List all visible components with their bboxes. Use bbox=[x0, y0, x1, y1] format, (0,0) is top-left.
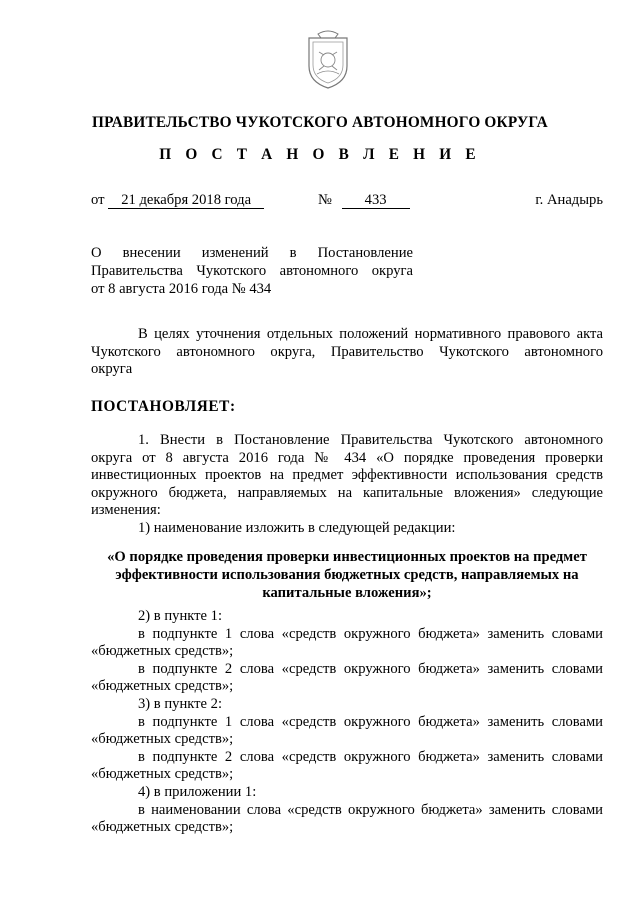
date-block bbox=[91, 192, 264, 209]
coat-of-arms-emblem bbox=[305, 28, 351, 90]
item-1-line: округа от 8 августа 2016 года № 434 «О порядке проведения проверки bbox=[91, 449, 603, 466]
organization-title: ПРАВИТЕЛЬСТВО ЧУКОТСКОГО АВТОНОМНОГО ОКРУГА bbox=[92, 114, 548, 131]
document-place: г. Анадырь bbox=[535, 192, 603, 208]
number-block bbox=[318, 192, 410, 209]
item-1-line: инвестиционных проектов на предмет эффективности использования средств bbox=[91, 467, 603, 484]
change-line: «бюджетных средств»; bbox=[91, 643, 234, 660]
change-line: «бюджетных средств»; bbox=[91, 819, 234, 836]
change-line: в подпункте 1 слова «средств окружного бюджета» заменить словами bbox=[138, 625, 603, 642]
item-1-line: 1. Внести в Постановление Правительства Чукотского автономного bbox=[138, 432, 603, 448]
subitem-1-line: 1) наименование изложить в следующей редакции: bbox=[138, 519, 456, 536]
document-subject bbox=[91, 244, 413, 298]
new-document-name bbox=[91, 548, 603, 602]
document-type-title: П О С Т А Н О В Л Е Н И Е bbox=[159, 146, 481, 163]
change-line: 2) в пункте 1: bbox=[138, 608, 223, 624]
change-line: в наименовании слова «средств окружного бюджета» заменить словами bbox=[138, 801, 603, 818]
change-line: 4) в приложении 1: bbox=[138, 783, 257, 800]
number-prefix: № bbox=[318, 192, 332, 208]
change-line: «бюджетных средств»; bbox=[91, 731, 234, 748]
date-prefix: от bbox=[91, 192, 105, 208]
new-name-line: эффективности использования бюджетных средств, направляемых на bbox=[115, 567, 579, 583]
new-name-line: «О порядке проведения проверки инвестиционных проектов на предмет bbox=[107, 549, 587, 565]
subject-line: Правительства Чукотского автономного округа bbox=[91, 263, 413, 279]
subject-line: О внесении изменений в Постановление bbox=[91, 245, 413, 261]
document-number: 433 bbox=[342, 193, 410, 209]
preamble-line: округа bbox=[91, 361, 133, 378]
change-line: «бюджетных средств»; bbox=[91, 678, 234, 695]
subject-line: от 8 августа 2016 года № 434 bbox=[91, 281, 272, 297]
item-1-line: изменения: bbox=[91, 502, 161, 519]
item-1-line: окружного бюджета, направляемых на капитальные вложения» следующие bbox=[91, 484, 603, 501]
new-name-line: капитальные вложения»; bbox=[262, 585, 432, 601]
item-1-paragraph bbox=[91, 432, 603, 538]
document-date: 21 декабря 2018 года bbox=[108, 193, 264, 209]
change-line: в подпункте 1 слова «средств окружного бюджета» заменить словами bbox=[138, 713, 603, 730]
decree-heading: ПОСТАНОВЛЯЕТ: bbox=[91, 398, 236, 415]
preamble-paragraph bbox=[91, 326, 603, 379]
preamble-line: Чукотского автономного округа, Правительство Чукотского автономного bbox=[91, 343, 603, 360]
change-line: 3) в пункте 2: bbox=[138, 695, 223, 712]
change-line: «бюджетных средств»; bbox=[91, 766, 234, 783]
preamble-line: В целях уточнения отдельных положений нормативного правового акта bbox=[138, 326, 603, 342]
change-line: в подпункте 2 слова «средств окружного бюджета» заменить словами bbox=[138, 748, 603, 765]
changes-list bbox=[91, 608, 603, 837]
change-line: в подпункте 2 слова «средств окружного бюджета» заменить словами bbox=[138, 660, 603, 677]
